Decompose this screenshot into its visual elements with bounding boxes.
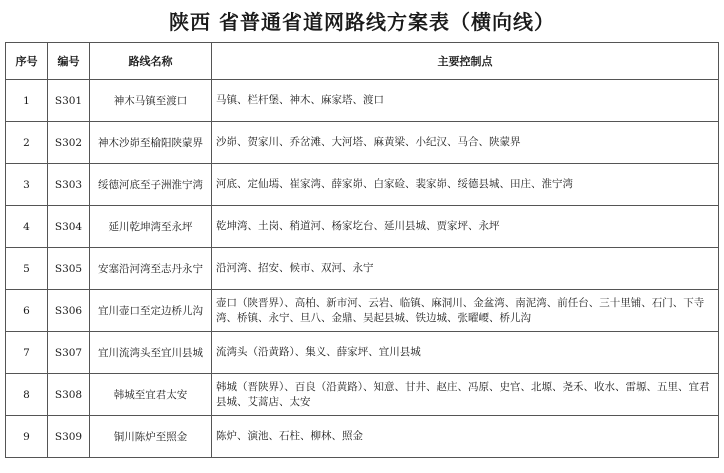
row-seq: 1 — [6, 80, 48, 122]
table-row — [6, 416, 719, 458]
row-control-points: 韩城（晋陕界）、百良（沿黄路）、知意、甘井、赵庄、冯原、史官、北塬、尧禾、收水、雷塬、五里、宜君县城、艾蒿店、太安 — [212, 374, 719, 416]
row-route-name: 铜川陈炉至照金 — [90, 416, 212, 458]
table-row — [6, 374, 719, 416]
row-seq: 9 — [6, 416, 48, 458]
table-row — [6, 248, 719, 290]
row-seq: 5 — [6, 248, 48, 290]
row-seq: 2 — [6, 122, 48, 164]
page-title: 陕西 省普通省道网路线方案表（横向线） — [169, 10, 555, 34]
table-row — [6, 80, 719, 122]
row-route-name: 宜川流湾头至宜川县城 — [90, 332, 212, 374]
row-code: S305 — [48, 248, 90, 290]
row-code: S302 — [48, 122, 90, 164]
row-control-points: 壶口（陕晋界）、高柏、新市河、云岩、临镇、麻洞川、金盆湾、南泥湾、前任台、三十里铺、石门、下寺湾、桥镇、永宁、旦八、金鼎、吴起县城、铁边城、张曜崾、桥儿沟 — [212, 290, 719, 332]
row-control-points: 沙峁、贺家川、乔岔滩、大河塔、麻黄梁、小纪汉、马合、陕蒙界 — [212, 122, 719, 164]
row-seq: 7 — [6, 332, 48, 374]
row-seq: 6 — [6, 290, 48, 332]
header-row — [6, 43, 719, 80]
header-seq: 序号 — [6, 43, 48, 80]
row-route-name: 绥德河底至子洲淮宁湾 — [90, 164, 212, 206]
row-route-name: 韩城至宜君太安 — [90, 374, 212, 416]
row-code: S309 — [48, 416, 90, 458]
row-control-points: 马镇、栏杆堡、神木、麻家塔、渡口 — [212, 80, 719, 122]
row-seq: 3 — [6, 164, 48, 206]
row-route-name: 神木沙峁至榆阳陕蒙界 — [90, 122, 212, 164]
header-code: 编号 — [48, 43, 90, 80]
row-control-points: 流湾头（沿黄路）、集义、薛家坪、宜川县城 — [212, 332, 719, 374]
row-route-name: 神木马镇至渡口 — [90, 80, 212, 122]
row-route-name: 宜川壶口至定边桥儿沟 — [90, 290, 212, 332]
row-code: S307 — [48, 332, 90, 374]
row-control-points: 乾坤湾、土岗、稍道河、杨家圪台、延川县城、贾家坪、永坪 — [212, 206, 719, 248]
row-code: S304 — [48, 206, 90, 248]
row-code: S308 — [48, 374, 90, 416]
row-route-name: 延川乾坤湾至永坪 — [90, 206, 212, 248]
table-row — [6, 290, 719, 332]
row-control-points: 陈炉、演池、石柱、柳林、照金 — [212, 416, 719, 458]
route-table — [5, 42, 719, 458]
table-row — [6, 206, 719, 248]
table-row — [6, 122, 719, 164]
table-row — [6, 164, 719, 206]
header-name: 路线名称 — [90, 43, 212, 80]
row-code: S303 — [48, 164, 90, 206]
row-code: S301 — [48, 80, 90, 122]
row-control-points: 河底、定仙墕、崔家湾、薛家峁、白家硷、裴家峁、绥德县城、田庄、淮宁湾 — [212, 164, 719, 206]
row-seq: 8 — [6, 374, 48, 416]
table-row — [6, 332, 719, 374]
row-seq: 4 — [6, 206, 48, 248]
row-route-name: 安塞沿河湾至志丹永宁 — [90, 248, 212, 290]
header-points: 主要控制点 — [212, 43, 719, 80]
row-control-points: 沿河湾、招安、候市、双河、永宁 — [212, 248, 719, 290]
row-code: S306 — [48, 290, 90, 332]
